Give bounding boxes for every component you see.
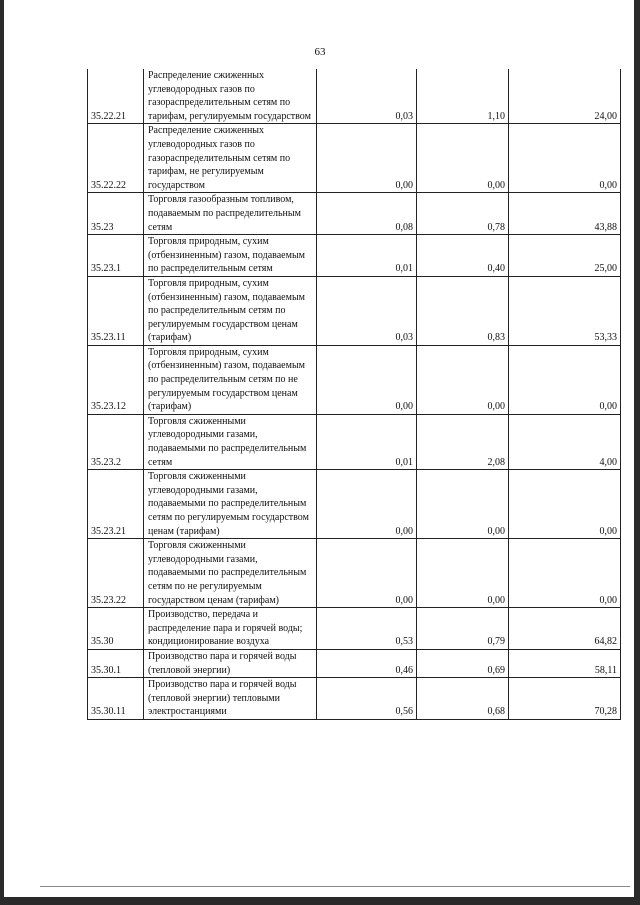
row-value-2-cell: 0,79 xyxy=(417,608,509,650)
table-row xyxy=(88,193,621,235)
row-value-3-cell: 53,33 xyxy=(509,276,621,345)
row-code-cell: 35.30.1 xyxy=(88,649,144,677)
row-name-cell: Торговля сжиженными углеводородными газами, подаваемыми по распределительным сетям по регулируемым государством ценам (тарифам) xyxy=(144,470,317,539)
table-row xyxy=(88,345,621,414)
row-code-cell: 35.22.21 xyxy=(88,69,144,124)
row-code-cell: 35.23.21 xyxy=(88,470,144,539)
row-value-3-cell: 0,00 xyxy=(509,345,621,414)
row-name-cell: Распределение сжиженных углеводородных газов по газораспределительным сетям по тарифам, не регулируемым государством xyxy=(144,124,317,193)
row-value-1-cell: 0,00 xyxy=(317,539,417,608)
scan-left-edge xyxy=(0,0,4,905)
row-value-2-cell: 0,78 xyxy=(417,193,509,235)
row-value-2-cell: 0,69 xyxy=(417,649,509,677)
row-value-1-cell: 0,03 xyxy=(317,276,417,345)
scan-bottom-edge xyxy=(0,897,640,905)
row-value-1-cell: 0,01 xyxy=(317,235,417,277)
row-value-2-cell: 0,00 xyxy=(417,470,509,539)
row-name-cell: Торговля газообразным топливом, подаваемым по распределительным сетям xyxy=(144,193,317,235)
table-row xyxy=(88,124,621,193)
row-value-3-cell: 0,00 xyxy=(509,124,621,193)
row-value-3-cell: 64,82 xyxy=(509,608,621,650)
row-code-cell: 35.23.2 xyxy=(88,414,144,469)
row-name-cell: Производство пара и горячей воды (тепловой энергии) тепловыми электростанциями xyxy=(144,678,317,720)
row-name-cell: Производство, передача и распределение пара и горячей воды; кондиционирование воздуха xyxy=(144,608,317,650)
statistics-table xyxy=(87,69,621,720)
statistics-table-body xyxy=(88,69,621,719)
page-number: 63 xyxy=(314,46,326,58)
row-code-cell: 35.23.12 xyxy=(88,345,144,414)
table-row xyxy=(88,649,621,677)
row-value-1-cell: 0,00 xyxy=(317,124,417,193)
table-row xyxy=(88,470,621,539)
row-value-1-cell: 0,53 xyxy=(317,608,417,650)
row-code-cell: 35.23.11 xyxy=(88,276,144,345)
row-value-1-cell: 0,00 xyxy=(317,470,417,539)
row-name-cell: Распределение сжиженных углеводородных газов по газораспределительным сетям по тарифам, регулируемым государством xyxy=(144,69,317,124)
row-name-cell: Торговля сжиженными углеводородными газами, подаваемыми по распределительным сетям по не регулируемым государством ценам (тарифам) xyxy=(144,539,317,608)
row-value-3-cell: 0,00 xyxy=(509,539,621,608)
row-value-3-cell: 24,00 xyxy=(509,69,621,124)
row-value-2-cell: 1,10 xyxy=(417,69,509,124)
table-row xyxy=(88,539,621,608)
row-code-cell: 35.23.1 xyxy=(88,235,144,277)
row-name-cell: Производство пара и горячей воды (тепловой энергии) xyxy=(144,649,317,677)
row-value-3-cell: 43,88 xyxy=(509,193,621,235)
row-value-1-cell: 0,46 xyxy=(317,649,417,677)
table-row xyxy=(88,276,621,345)
row-value-3-cell: 0,00 xyxy=(509,470,621,539)
row-code-cell: 35.30 xyxy=(88,608,144,650)
row-value-1-cell: 0,03 xyxy=(317,69,417,124)
row-code-cell: 35.23 xyxy=(88,193,144,235)
table-row xyxy=(88,235,621,277)
row-value-3-cell: 70,28 xyxy=(509,678,621,720)
row-value-2-cell: 2,08 xyxy=(417,414,509,469)
row-name-cell: Торговля природным, сухим (отбензиненным) газом, подаваемым по распределительным сетям по не регулируемым государством ценам (тарифам) xyxy=(144,345,317,414)
table-row xyxy=(88,608,621,650)
row-value-2-cell: 0,00 xyxy=(417,345,509,414)
row-value-2-cell: 0,00 xyxy=(417,124,509,193)
scan-right-edge xyxy=(634,0,640,905)
row-value-3-cell: 4,00 xyxy=(509,414,621,469)
row-name-cell: Торговля сжиженными углеводородными газами, подаваемыми по распределительным сетям xyxy=(144,414,317,469)
scan-bottom-line xyxy=(40,886,630,887)
table-row xyxy=(88,69,621,124)
row-value-2-cell: 0,68 xyxy=(417,678,509,720)
row-code-cell: 35.23.22 xyxy=(88,539,144,608)
row-value-2-cell: 0,00 xyxy=(417,539,509,608)
row-value-3-cell: 25,00 xyxy=(509,235,621,277)
row-name-cell: Торговля природным, сухим (отбензиненным) газом, подаваемым по распределительным сетям xyxy=(144,235,317,277)
row-value-3-cell: 58,11 xyxy=(509,649,621,677)
table-row xyxy=(88,414,621,469)
row-value-2-cell: 0,83 xyxy=(417,276,509,345)
row-code-cell: 35.22.22 xyxy=(88,124,144,193)
row-value-1-cell: 0,00 xyxy=(317,345,417,414)
row-value-1-cell: 0,08 xyxy=(317,193,417,235)
row-code-cell: 35.30.11 xyxy=(88,678,144,720)
row-value-1-cell: 0,56 xyxy=(317,678,417,720)
table-row xyxy=(88,678,621,720)
row-name-cell: Торговля природным, сухим (отбензиненным) газом, подаваемым по распределительным сетям по регулируемым государством ценам (тарифам) xyxy=(144,276,317,345)
row-value-1-cell: 0,01 xyxy=(317,414,417,469)
row-value-2-cell: 0,40 xyxy=(417,235,509,277)
